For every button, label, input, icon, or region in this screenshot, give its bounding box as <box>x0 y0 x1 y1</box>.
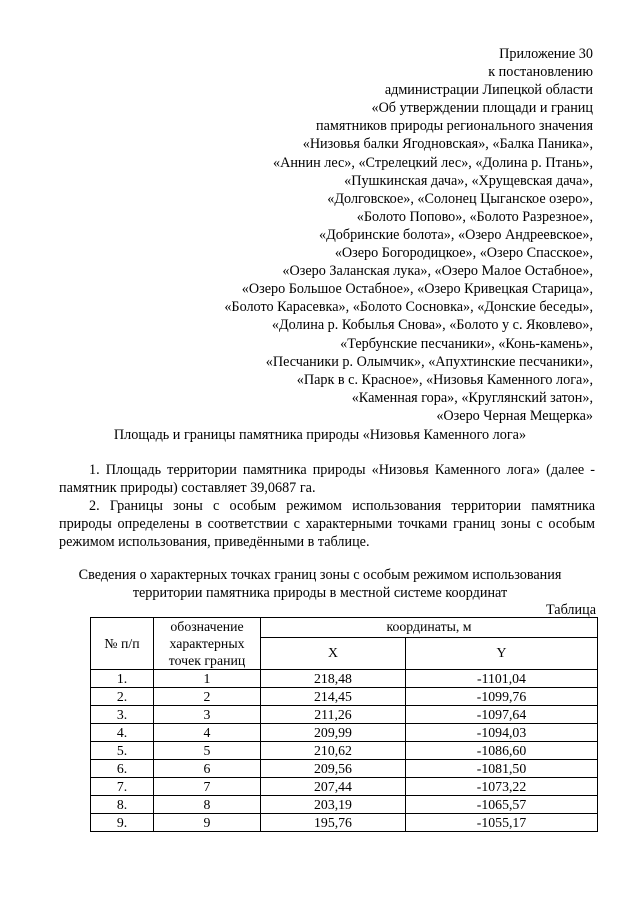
appendix-line: «Долина р. Кобылья Снова», «Болото у с. Яковлево», <box>271 317 593 334</box>
appendix-line: к постановлению <box>488 64 593 81</box>
cell-x: 207,44 <box>261 778 406 796</box>
cell-point: 6 <box>154 760 261 778</box>
header-x: X <box>261 637 406 670</box>
appendix-line: «Болото Карасевка», «Болото Сосновка», «Донские беседы», <box>224 299 593 316</box>
cell-y: -1086,60 <box>406 742 598 760</box>
appendix-line: памятников природы регионального значения <box>316 118 593 135</box>
appendix-line: «Об утверждении площади и границ <box>371 100 593 117</box>
header-designation: обозначение характерных точек границ <box>154 618 261 670</box>
cell-y: -1065,57 <box>406 796 598 814</box>
cell-x: 218,48 <box>261 670 406 688</box>
cell-x: 211,26 <box>261 706 406 724</box>
table-label: Таблица <box>545 602 596 618</box>
table-row <box>91 706 598 724</box>
coordinates-table <box>90 617 598 832</box>
table-row <box>91 688 598 706</box>
appendix-line: «Аннин лес», «Стрелецкий лес», «Долина р. Птань», <box>272 154 593 171</box>
table-row <box>91 814 598 832</box>
cell-point: 1 <box>154 670 261 688</box>
table-row <box>91 724 598 742</box>
cell-y: -1081,50 <box>406 760 598 778</box>
table-caption-line: территории памятника природы в местной системе координат <box>132 585 508 601</box>
cell-num: 7. <box>91 778 154 796</box>
appendix-line: «Добринские болота», «Озеро Андреевское», <box>319 226 593 243</box>
cell-num: 4. <box>91 724 154 742</box>
table-row <box>91 670 598 688</box>
cell-x: 203,19 <box>261 796 406 814</box>
appendix-line: «Озеро Богородицкое», «Озеро Спасское», <box>334 245 593 262</box>
cell-x: 214,45 <box>261 688 406 706</box>
cell-point: 2 <box>154 688 261 706</box>
cell-y: -1094,03 <box>406 724 598 742</box>
paragraph-area: 1. Площадь территории памятника природы «Низовья Каменного лога» (далее - памятник природы) составляет 39,0687 га. <box>59 462 595 496</box>
cell-point: 9 <box>154 814 261 832</box>
cell-point: 8 <box>154 796 261 814</box>
header-num: № п/п <box>91 618 154 670</box>
cell-y: -1099,76 <box>406 688 598 706</box>
document-heading: Площадь и границы памятника природы «Низовья Каменного лога» <box>113 427 527 443</box>
cell-y: -1073,22 <box>406 778 598 796</box>
cell-point: 5 <box>154 742 261 760</box>
cell-y: -1101,04 <box>406 670 598 688</box>
appendix-line: «Озеро Заланская лука», «Озеро Малое Остабное», <box>282 263 593 280</box>
appendix-block <box>73 45 593 425</box>
cell-x: 209,99 <box>261 724 406 742</box>
cell-y: -1055,17 <box>406 814 598 832</box>
cell-x: 210,62 <box>261 742 406 760</box>
table-row <box>91 778 598 796</box>
cell-point: 3 <box>154 706 261 724</box>
appendix-line: «Болото Попово», «Болото Разрезное», <box>356 208 593 225</box>
appendix-line: «Пушкинская дача», «Хрущевская дача», <box>344 172 593 189</box>
header-y: Y <box>406 637 598 670</box>
cell-num: 5. <box>91 742 154 760</box>
table-row <box>91 796 598 814</box>
appendix-line: «Озеро Черная Мещерка» <box>436 407 593 424</box>
appendix-line: «Озеро Большое Остабное», «Озеро Кривецкая Старица», <box>241 281 593 298</box>
appendix-line: «Низовья балки Ягодновская», «Балка Паника», <box>302 136 593 153</box>
appendix-line: администрации Липецкой области <box>384 82 593 99</box>
cell-num: 3. <box>91 706 154 724</box>
appendix-line: «Парк в с. Красное», «Низовья Каменного лога», <box>296 371 593 388</box>
header-coordinates: координаты, м <box>261 618 598 638</box>
table-row <box>91 760 598 778</box>
appendix-line: «Каменная гора», «Круглянский затон», <box>351 389 593 406</box>
cell-num: 6. <box>91 760 154 778</box>
appendix-line: «Долговское», «Солонец Цыганское озеро», <box>327 190 593 207</box>
cell-point: 7 <box>154 778 261 796</box>
cell-point: 4 <box>154 724 261 742</box>
cell-x: 195,76 <box>261 814 406 832</box>
cell-num: 2. <box>91 688 154 706</box>
cell-num: 1. <box>91 670 154 688</box>
cell-x: 209,56 <box>261 760 406 778</box>
appendix-line: Приложение 30 <box>499 46 593 62</box>
table-row <box>91 742 598 760</box>
table-caption-line: Сведения о характерных точках границ зоны с особым режимом использования <box>78 567 562 583</box>
paragraph-boundaries: 2. Границы зоны с особым режимом использования территории памятника природы определены в соответствии с характерными точками границ зоны с особым режимом использования, приведёнными в таблице. <box>59 498 595 550</box>
cell-num: 9. <box>91 814 154 832</box>
cell-num: 8. <box>91 796 154 814</box>
appendix-line: «Тербунские песчаники», «Конь-камень», <box>340 335 593 352</box>
cell-y: -1097,64 <box>406 706 598 724</box>
appendix-line: «Песчаники р. Олымчик», «Апухтинские песчаники», <box>265 353 593 370</box>
